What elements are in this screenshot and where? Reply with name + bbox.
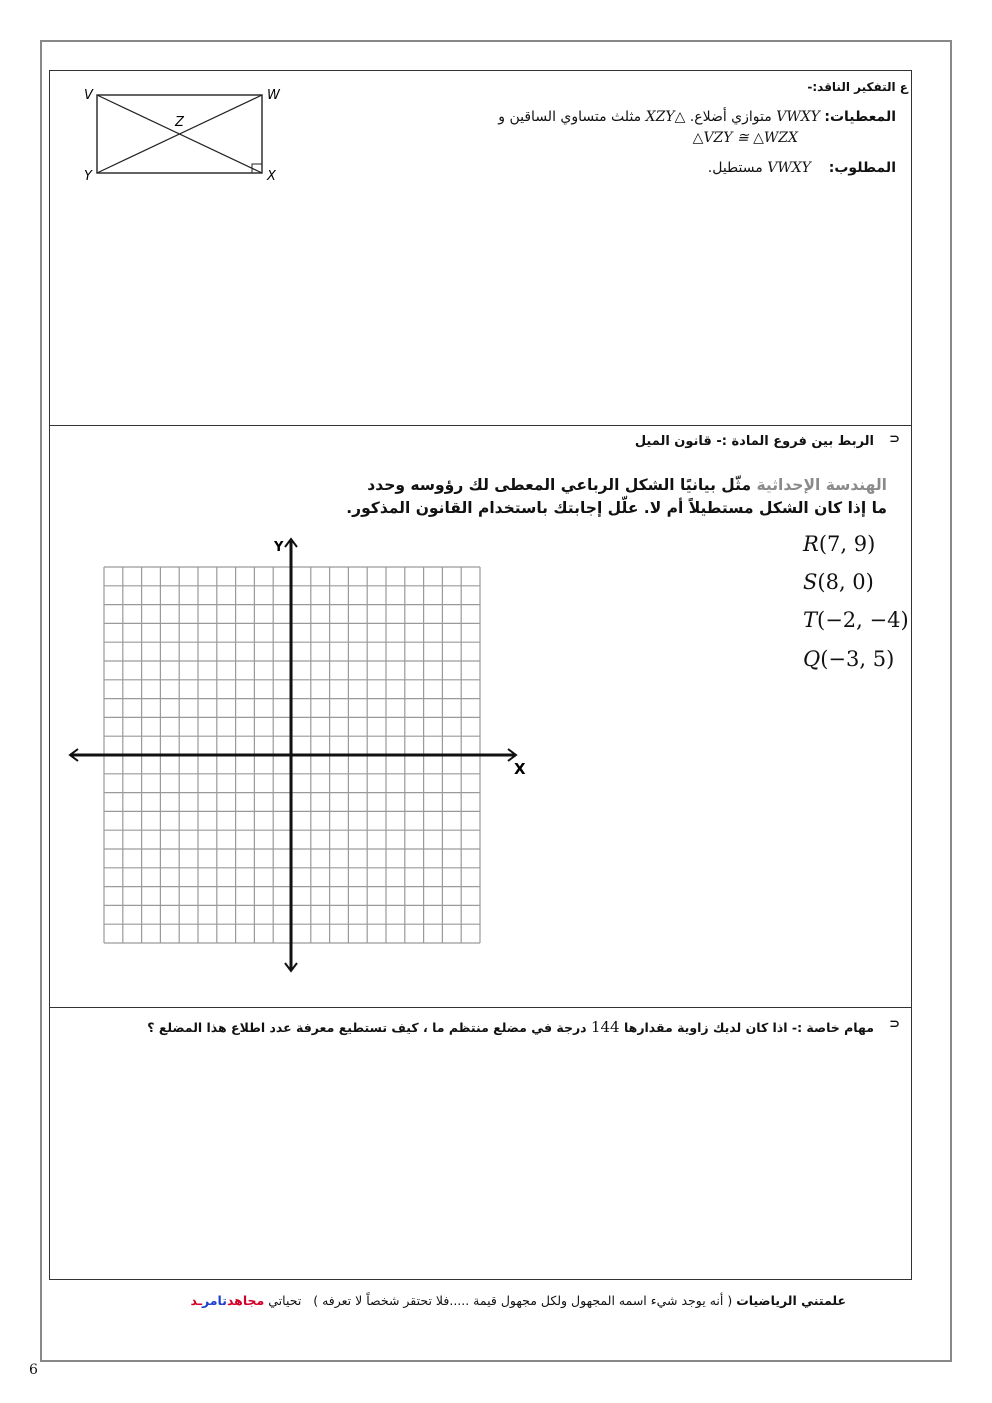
signature-name-1: مجاهد xyxy=(226,1293,265,1308)
label-w: W xyxy=(267,88,280,103)
footer-quote xyxy=(191,1293,846,1308)
label-x: X xyxy=(267,169,276,184)
label-z: Z xyxy=(175,115,184,130)
task-prefix: مهام خاصة :- اذا كان لديك زاوية مقدارها xyxy=(623,1020,874,1035)
point-t xyxy=(803,608,909,632)
prompt-topic: الهندسة الإحداثية xyxy=(756,476,887,494)
footer-bold: علمتني الرياضيات xyxy=(736,1293,846,1308)
given-math-vwxy: VWXY xyxy=(776,109,820,125)
task-suffix: درجة في مضلع منتظم ما ، كيف تستطيع معرفة عدد اطلاع هذا المضلع ؟ xyxy=(147,1020,587,1035)
section2-bullet-icon: ⊃ xyxy=(889,432,900,447)
prompt-line-2: ما إذا كان الشكل مستطيلاً أم لا. علّل إجابتك باستخدام القانون المذكور. xyxy=(346,499,887,517)
critical-thinking-header: ع التفكير الناقد:- xyxy=(807,80,908,94)
given-math-xzy: △XZY xyxy=(645,109,686,125)
coordinate-grid[interactable] xyxy=(60,530,540,980)
given-text-parallelogram: متوازي أضلاع. xyxy=(689,109,772,125)
point-q xyxy=(803,647,894,671)
label-v: V xyxy=(84,88,93,103)
point-r xyxy=(803,532,875,556)
label-y: Y xyxy=(84,169,92,184)
given-math-congruence: △VZY ≅ △WZX xyxy=(692,130,798,146)
point-s-coords: (8, 0) xyxy=(817,570,874,594)
required-statement xyxy=(496,160,896,176)
required-math-vwxy: VWXY xyxy=(767,160,811,176)
given-text-isosceles: مثلث متساوي الساقين و xyxy=(498,109,642,125)
rectangle-figure xyxy=(80,84,290,184)
point-r-coords: (7, 9) xyxy=(818,532,876,556)
given-statement xyxy=(376,107,896,127)
task-angle: 144 xyxy=(590,1018,620,1036)
section-divider-1 xyxy=(49,425,912,426)
special-task-header xyxy=(147,1018,874,1036)
x-axis-label: X xyxy=(514,760,526,778)
slope-connection-header: الربط بين فروع المادة :- قانون الميل xyxy=(634,434,874,449)
signature-name-2: تامر xyxy=(202,1293,227,1308)
section3-bullet-icon: ⊃ xyxy=(889,1017,900,1032)
section-divider-2 xyxy=(49,1007,912,1008)
required-text-rectangle: مستطيل. xyxy=(707,160,763,176)
point-q-coords: (−3, 5) xyxy=(820,647,895,671)
point-t-coords: (−2, −4) xyxy=(817,608,909,632)
point-s xyxy=(803,570,874,594)
footer-text: ( أنه يوجد شيء اسمه المجهول ولكل مجهول قيمة .....فلا تحتقر شخصاً لا تعرفه ) xyxy=(313,1293,733,1308)
y-axis-label: Y xyxy=(274,540,284,555)
point-r-name: R xyxy=(803,532,819,556)
required-label: المطلوب: xyxy=(828,160,896,176)
footer-signature-prefix: تحياتي xyxy=(268,1293,302,1308)
point-t-name: T xyxy=(803,608,818,632)
prompt-line-1: مثّل بيانيًا الشكل الرباعي المعطى لك رؤوسه وحدد xyxy=(367,476,752,494)
given-label: المعطيات: xyxy=(824,109,896,125)
problem-prompt xyxy=(187,474,887,520)
signature-name-3: ـد xyxy=(190,1293,203,1308)
point-q-name: Q xyxy=(803,647,821,671)
page-number: 6 xyxy=(29,1362,38,1378)
point-s-name: S xyxy=(803,570,818,594)
